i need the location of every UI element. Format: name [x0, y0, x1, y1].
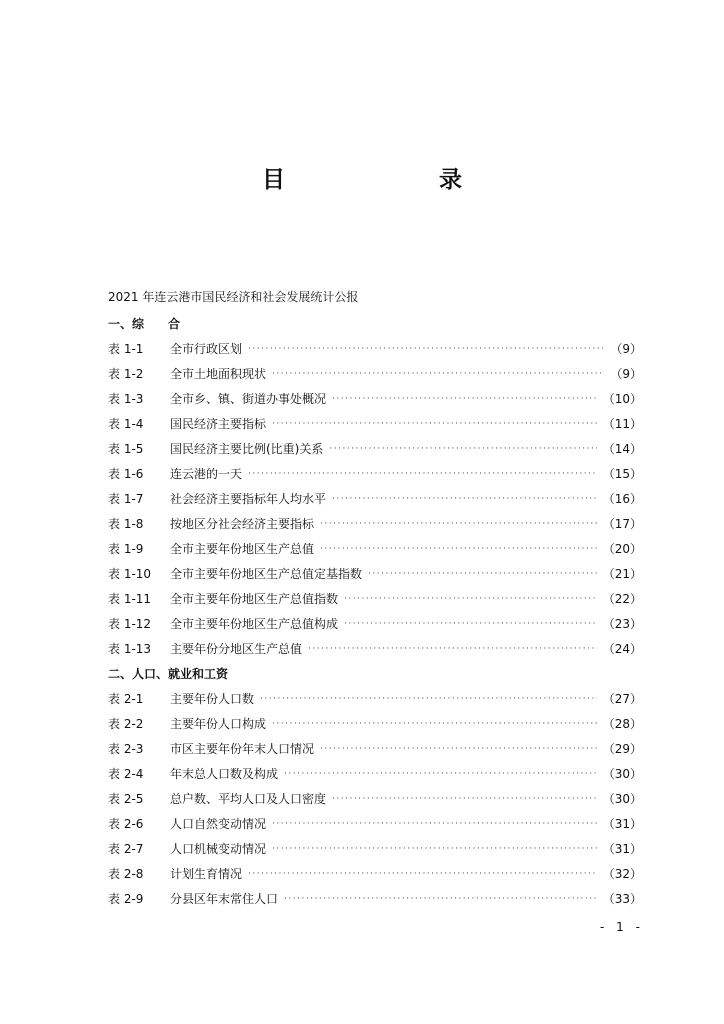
dot-leader [248, 864, 597, 884]
page-ref: （15） [602, 467, 642, 481]
table-title: 国民经济主要比例(比重)关系 [170, 442, 324, 456]
table-title: 连云港的一天 [170, 467, 243, 481]
table-number: 表 1-6 [108, 467, 144, 481]
dot-leader [284, 889, 597, 909]
table-number: 表 1-10 [108, 567, 152, 581]
table-title: 全市行政区划 [170, 342, 243, 356]
table-title: 全市主要年份地区生产总值定基指数 [170, 567, 363, 581]
dot-leader [332, 789, 597, 809]
page-ref: （22） [602, 592, 642, 606]
dot-leader [344, 589, 597, 609]
table-number: 表 2-3 [108, 742, 144, 756]
dot-leader [272, 814, 597, 834]
toc-entry[interactable] [108, 439, 642, 464]
table-number: 表 1-13 [108, 642, 152, 656]
table-number: 表 1-12 [108, 617, 152, 631]
toc-entry[interactable] [108, 589, 642, 614]
toc-entry[interactable] [108, 464, 642, 489]
table-number: 表 2-5 [108, 792, 144, 806]
table-number: 表 1-9 [108, 542, 144, 556]
table-title: 全市主要年份地区生产总值指数 [170, 592, 339, 606]
page-ref: （29） [602, 742, 642, 756]
toc-entry[interactable] [108, 514, 642, 539]
page-ref: （31） [602, 842, 642, 856]
table-title: 市区主要年份年末人口情况 [170, 742, 315, 756]
table-title: 按地区分社会经济主要指标 [170, 517, 315, 531]
table-number: 表 2-6 [108, 817, 144, 831]
table-number: 表 2-1 [108, 692, 144, 706]
page-ref: （10） [602, 392, 642, 406]
table-number: 表 2-2 [108, 717, 144, 731]
toc-entry[interactable] [108, 614, 642, 639]
table-title: 总户数、平均人口及人口密度 [170, 792, 327, 806]
table-number: 表 1-8 [108, 517, 144, 531]
report-title: 2021 年连云港市国民经济和社会发展统计公报 [108, 290, 359, 304]
page-ref: （24） [602, 642, 642, 656]
table-title: 社会经济主要指标年人均水平 [170, 492, 327, 506]
table-number: 表 2-4 [108, 767, 144, 781]
dot-leader [332, 389, 597, 409]
page-ref: （23） [602, 617, 642, 631]
dot-leader [272, 364, 604, 384]
page-ref: （11） [602, 417, 642, 431]
page-ref: （9） [610, 342, 642, 356]
table-title: 全市主要年份地区生产总值 [170, 542, 315, 556]
page-ref: （33） [602, 892, 642, 906]
table-number: 表 1-5 [108, 442, 144, 456]
table-title: 人口机械变动情况 [170, 842, 267, 856]
toc-entry[interactable] [108, 339, 642, 364]
dot-leader [284, 764, 597, 784]
page-ref: （14） [602, 442, 642, 456]
table-number: 表 2-8 [108, 867, 144, 881]
table-title: 主要年份分地区生产总值 [170, 642, 303, 656]
page-ref: （17） [602, 517, 642, 531]
table-of-contents [108, 314, 642, 914]
table-title: 主要年份人口构成 [170, 717, 267, 731]
page-ref: （30） [602, 767, 642, 781]
table-title: 全市乡、镇、街道办事处概况 [170, 392, 327, 406]
page-ref: （16） [602, 492, 642, 506]
table-number: 表 1-4 [108, 417, 144, 431]
page-ref: （31） [602, 817, 642, 831]
dot-leader [272, 714, 597, 734]
dot-leader [368, 564, 597, 584]
dot-leader [320, 539, 597, 559]
toc-entry[interactable] [108, 689, 642, 714]
toc-entry[interactable] [108, 364, 642, 389]
table-title: 国民经济主要指标 [170, 417, 267, 431]
dot-leader [320, 514, 597, 534]
toc-entry[interactable] [108, 564, 642, 589]
table-title: 计划生育情况 [170, 867, 243, 881]
table-title: 分县区年末常住人口 [170, 892, 279, 906]
dot-leader [248, 464, 597, 484]
table-number: 表 1-7 [108, 492, 144, 506]
dot-leader [320, 739, 597, 759]
dot-leader [332, 489, 597, 509]
table-title: 人口自然变动情况 [170, 817, 267, 831]
table-number: 表 1-3 [108, 392, 144, 406]
dot-leader [248, 339, 604, 359]
table-title: 主要年份人口数 [170, 692, 255, 706]
page-ref: （28） [602, 717, 642, 731]
toc-entry[interactable] [108, 739, 642, 764]
toc-entry[interactable] [108, 489, 642, 514]
table-number: 表 1-2 [108, 367, 144, 381]
dot-leader [308, 639, 597, 659]
dot-leader [329, 439, 596, 459]
page-ref: （21） [602, 567, 642, 581]
toc-entry[interactable] [108, 389, 642, 414]
toc-entry[interactable] [108, 814, 642, 839]
toc-entry[interactable] [108, 414, 642, 439]
table-title: 全市土地面积现状 [170, 367, 267, 381]
table-title: 年末总人口数及构成 [170, 767, 279, 781]
section-heading: 一、综 合 [108, 317, 181, 331]
page-ref: （20） [602, 542, 642, 556]
page-number: - 1 - [600, 920, 644, 934]
section-heading: 二、人口、就业和工资 [108, 667, 229, 681]
table-number: 表 2-7 [108, 842, 144, 856]
dot-leader [272, 414, 597, 434]
toc-entry[interactable] [108, 714, 642, 739]
table-title: 全市主要年份地区生产总值构成 [170, 617, 339, 631]
table-number: 表 1-11 [108, 592, 152, 606]
toc-entry[interactable] [108, 539, 642, 564]
dot-leader [344, 614, 597, 634]
page-ref: （27） [602, 692, 642, 706]
page-ref: （32） [602, 867, 642, 881]
toc-entry[interactable] [108, 864, 642, 889]
toc-entry[interactable] [108, 889, 642, 914]
page-title: 目 录 [262, 167, 498, 193]
toc-entry[interactable] [108, 839, 642, 864]
dot-leader [272, 839, 597, 859]
toc-entry[interactable] [108, 789, 642, 814]
table-number: 表 1-1 [108, 342, 144, 356]
table-number: 表 2-9 [108, 892, 144, 906]
toc-entry[interactable] [108, 764, 642, 789]
page-ref: （30） [602, 792, 642, 806]
page-ref: （9） [610, 367, 642, 381]
toc-entry[interactable] [108, 639, 642, 664]
dot-leader [260, 689, 597, 709]
